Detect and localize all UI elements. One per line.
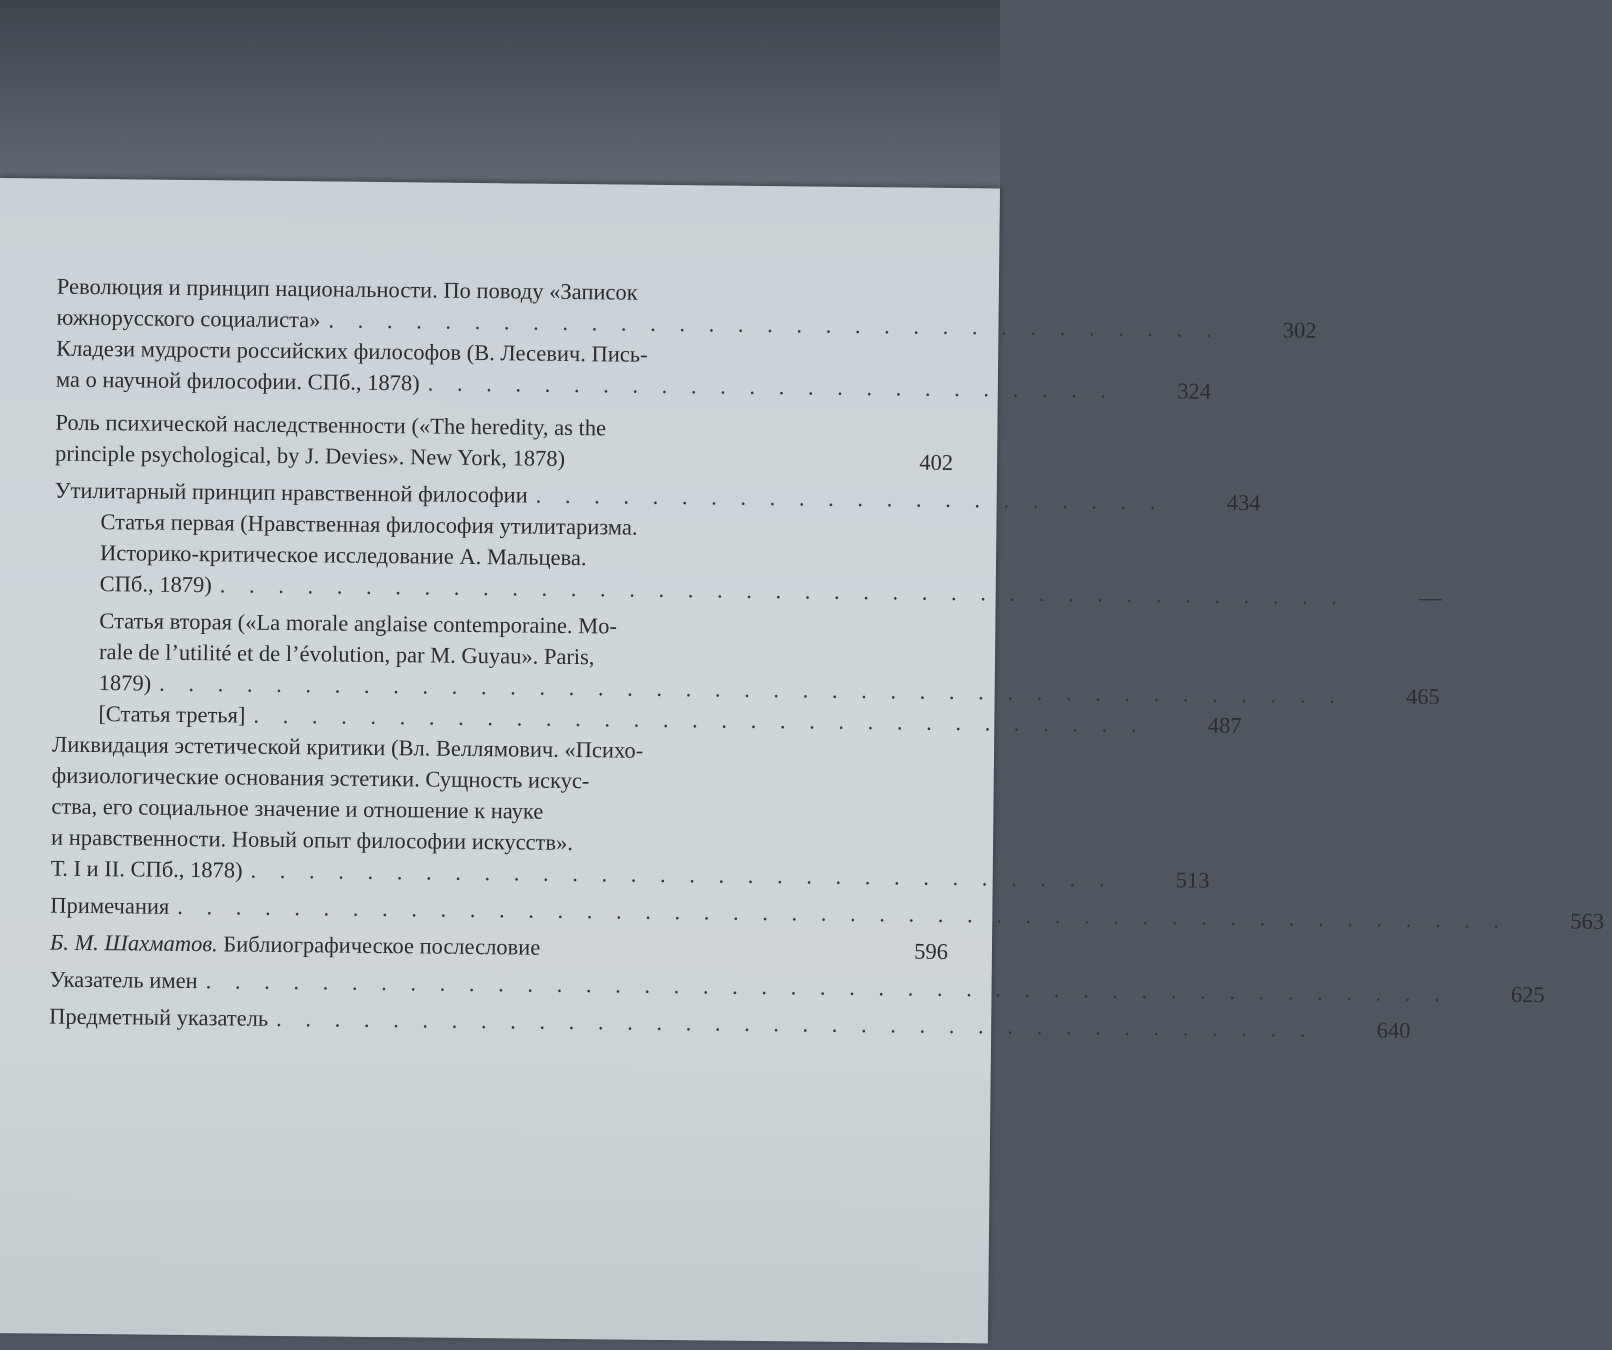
toc-entry-text: Революция и принцип национальности. По поводу «Записок xyxy=(56,273,638,305)
table-of-contents xyxy=(49,271,1605,1043)
toc-entry-text: Статья первая (Нравственная философия утилитаризма. xyxy=(100,509,638,540)
leader-dots: . . . . . . . . . . . . . . . . . . . . . . . . . . . . . . . . . . . . xyxy=(276,1005,1315,1042)
leader-dots: . . . . . . . . . . . . . . . . . . . . . . . . . . . . . . . . . . . . . . . . . . . xyxy=(205,968,1449,1007)
leader-dots: . . . . . . . . . . . . . . . . . . . . . . . . . . . . . . . . . . . . . . . xyxy=(219,572,1347,610)
toc-entry-text: 1879) xyxy=(98,670,152,696)
page-number: 487 xyxy=(1207,712,1242,739)
leader-dots: . . . . . . . . . . . . . . . . . . . . . . . . xyxy=(427,370,1116,403)
leader-dots: . . . . . . . . . . . . . . . . . . . . . . xyxy=(535,482,1165,515)
leader-dots: . . . . . . . . . . . . . . . . . . . . . . . . . . . . . . . xyxy=(328,307,1221,342)
leader-dots: . . . . . . . . . . . . . . . . . . . . . . . . . . . . . . xyxy=(250,857,1114,892)
author-name: Б. М. Шахматов. xyxy=(49,929,218,957)
page-number: 596 xyxy=(914,938,949,964)
leader-dots xyxy=(565,466,863,469)
leader-dots: . . . . . . . . . . . . . . . . . . . . . . . . . . . . . . . . . . . . . . . . . xyxy=(159,670,1344,709)
page-number: 513 xyxy=(1175,867,1210,893)
leader-dots: . . . . . . . . . . . . . . . . . . . . . . . . . . . . . . . . . . . . . . . . . . . . . . xyxy=(177,893,1509,933)
page-number: 324 xyxy=(1177,378,1212,404)
leader-dots xyxy=(540,955,858,958)
toc-entry-text: Библиографическое послесловие xyxy=(223,931,541,960)
toc-entry-text: Указатель имен xyxy=(49,966,198,994)
toc-entry-text: ства, его социальное значение и отношение к науке xyxy=(51,793,544,824)
toc-entry-text: Утилитарный принцип нравственной философии xyxy=(54,477,528,508)
page-number: 302 xyxy=(1282,317,1317,343)
toc-entry-revolution xyxy=(56,271,1317,343)
toc-entry-heredity xyxy=(55,407,954,478)
page-number: 434 xyxy=(1226,489,1261,516)
toc-entry-text: rale de l’utilité et de l’évolution, par M. Guyau». Paris, xyxy=(98,639,595,670)
page-number: 465 xyxy=(1405,683,1440,710)
page-number: — xyxy=(1419,584,1443,611)
toc-entry-text: Предметный указатель xyxy=(49,1003,269,1031)
toc-entry-text: Ликвидация эстетической критики (Вл. Веллямович. «Психо- xyxy=(51,731,644,763)
toc-entry-text: Примечания xyxy=(50,892,170,919)
page-number: 625 xyxy=(1510,981,1545,1008)
toc-entry-text: Статья вторая («La morale anglaise contemporaine. Mo- xyxy=(99,608,618,639)
toc-entry-article-1 xyxy=(54,506,1443,611)
toc-entry-text: ма о научной философии. СПб., 1878) xyxy=(55,366,420,396)
toc-entry-text: и нравственности. Новый опыт философии искусств». xyxy=(50,824,574,856)
toc-entry-text: южнорусского социалиста» xyxy=(56,304,321,333)
toc-entry-aesthetic-critique xyxy=(50,729,1210,893)
toc-entry-text: [Статья третья] xyxy=(98,701,246,728)
leader-dots: . . . . . . . . . . . . . . . . . . . . . . . . . . . . . . . xyxy=(253,702,1146,738)
toc-entry-text: Роль психической наследственности («The heredity, as the xyxy=(55,409,607,441)
toc-entry-text: СПб., 1879) xyxy=(99,571,212,598)
toc-entry-text: физиологические основания эстетики. Сущность искус- xyxy=(51,762,590,794)
toc-entry-kladezi xyxy=(55,333,1212,404)
page-number: 402 xyxy=(919,449,954,475)
page-number: 563 xyxy=(1570,908,1605,934)
toc-entry-text: principle psychological, by J. Devies». New York, 1878) xyxy=(54,440,566,471)
toc-entry-text: Кладези мудрости российских философов (В. Лесевич. Пись- xyxy=(56,335,648,367)
toc-entry-text: Т. I и II. СПб., 1878) xyxy=(50,855,243,883)
page-number: 640 xyxy=(1376,1017,1411,1043)
book-page xyxy=(0,178,1605,1343)
toc-entry-article-2 xyxy=(53,605,1440,710)
toc-entry-text: Историко-критическое исследование А. Мальцева. xyxy=(99,540,587,571)
